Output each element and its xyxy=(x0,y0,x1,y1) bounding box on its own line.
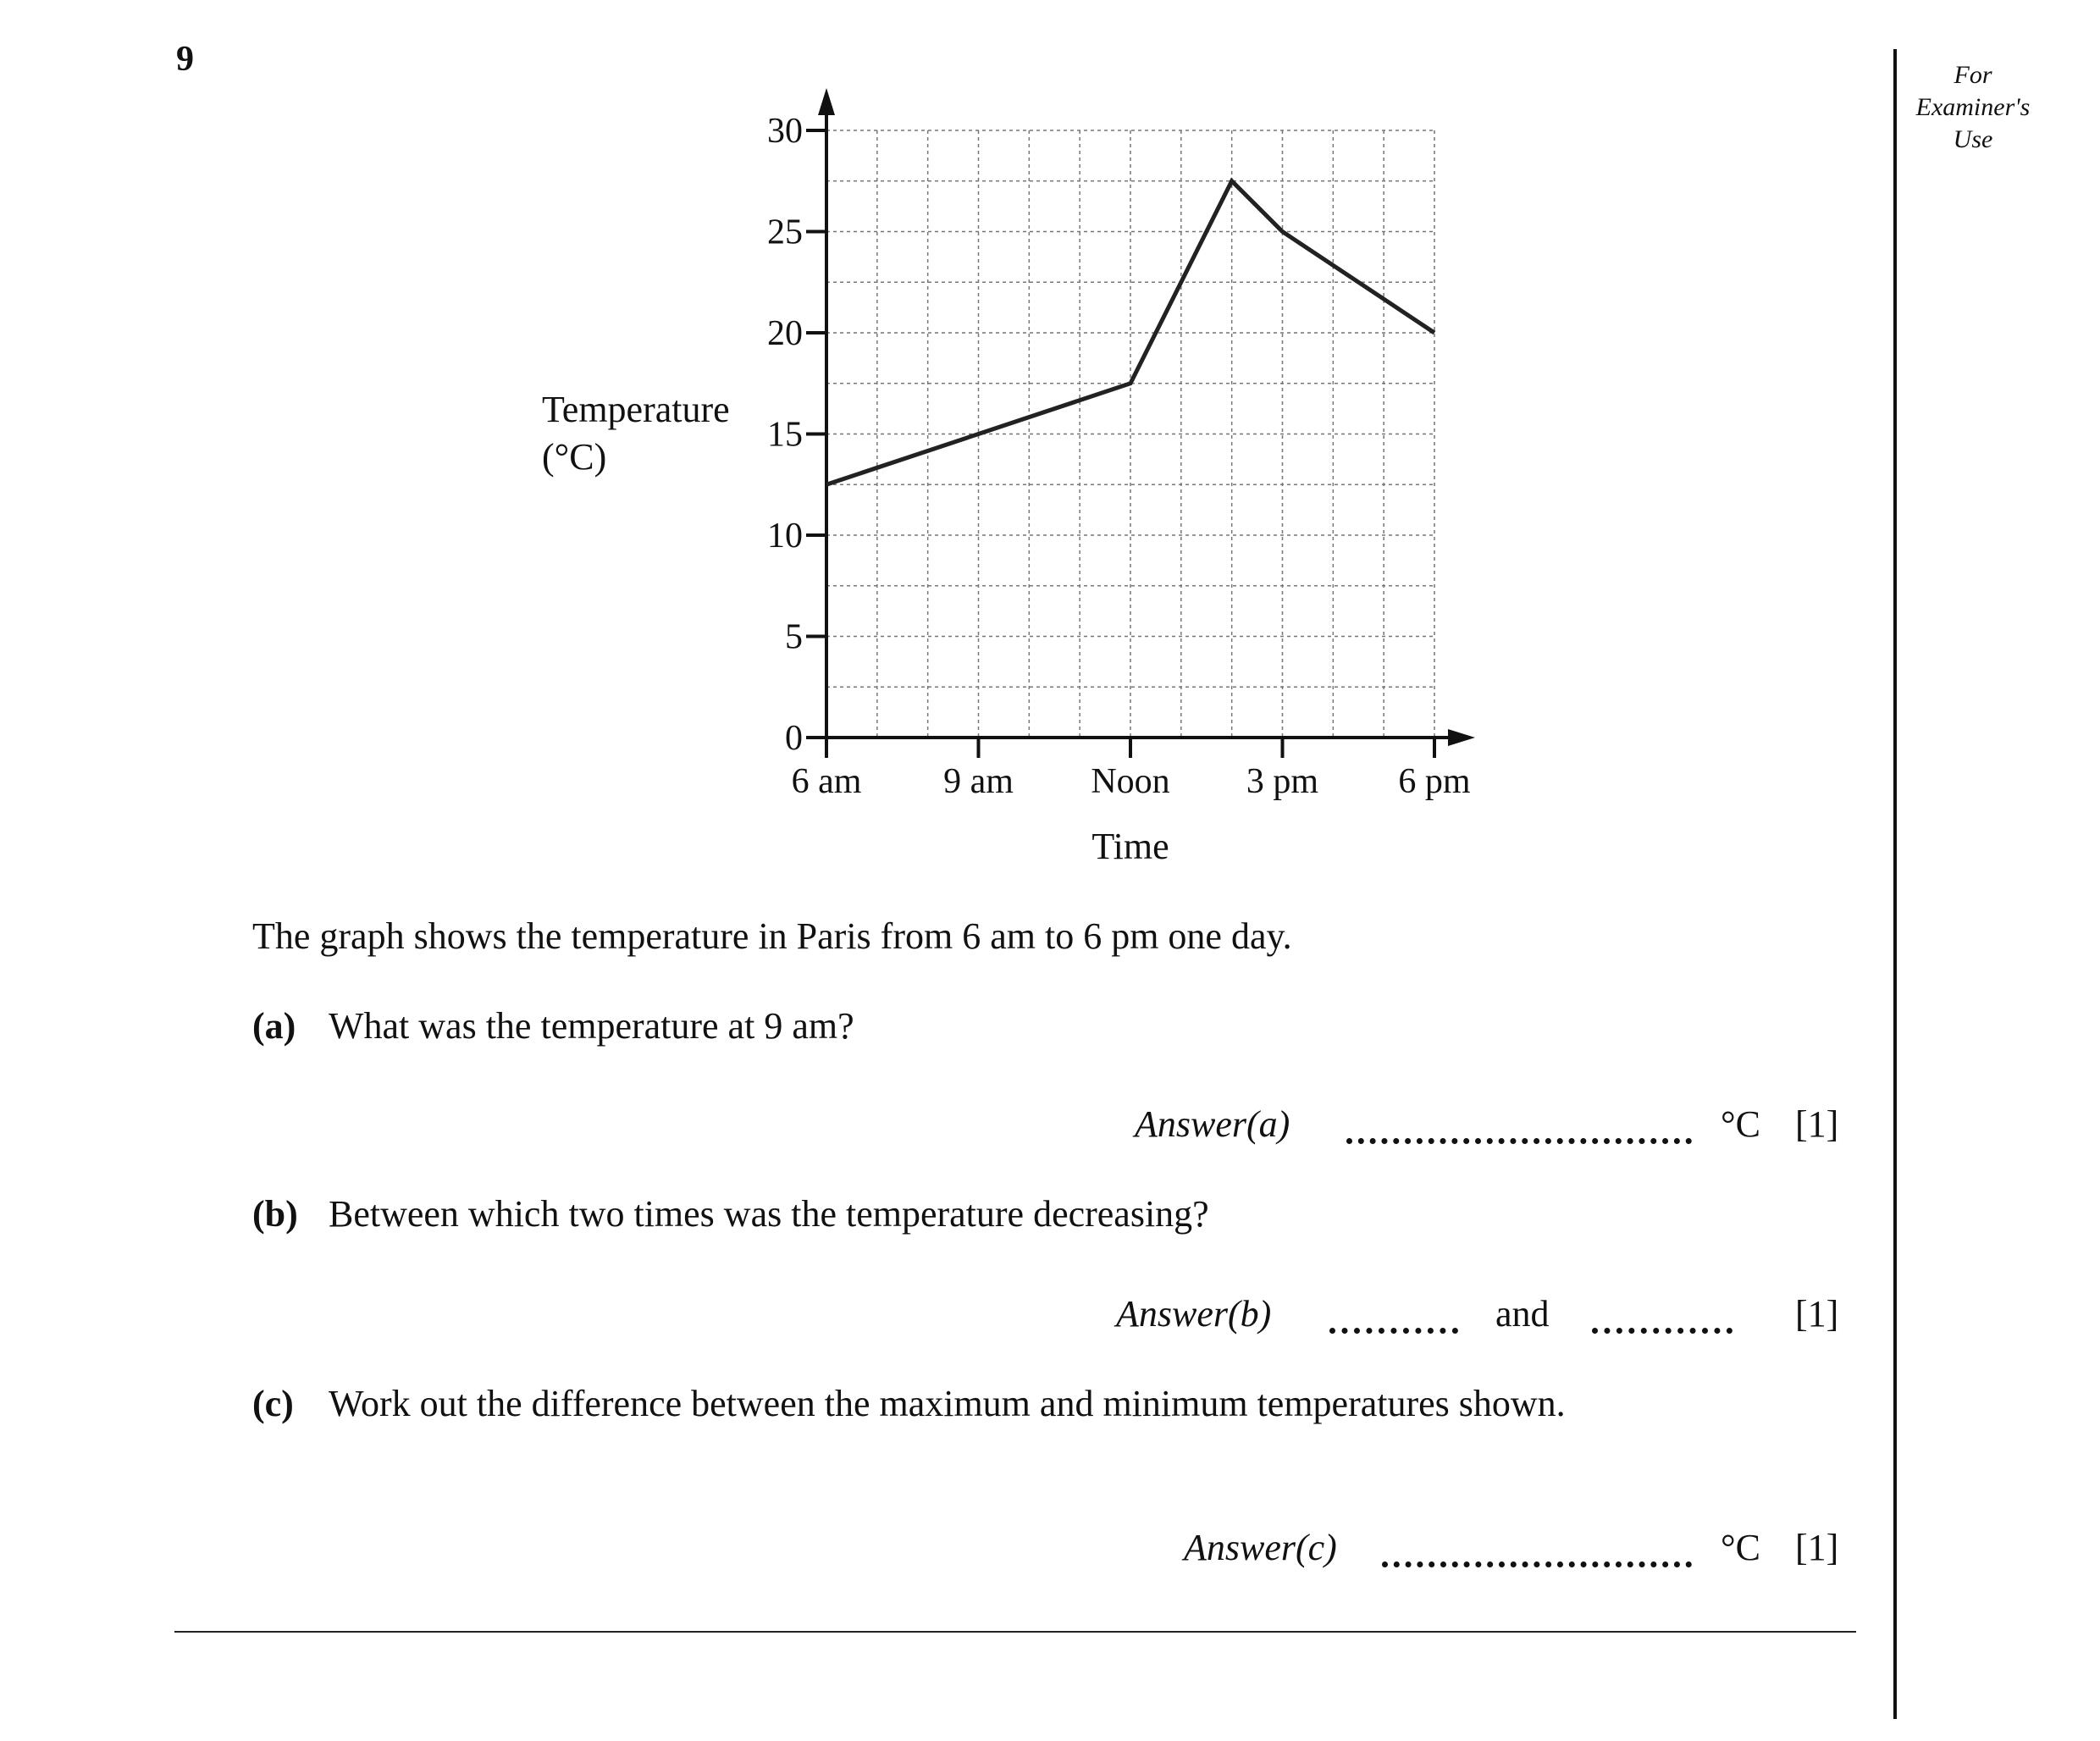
y-tick-label: 10 xyxy=(767,517,803,555)
x-tick-label: 3 pm xyxy=(1246,762,1319,801)
answer-a-unit: °C xyxy=(1721,1103,1760,1145)
answer-b-second-field[interactable] xyxy=(1592,1328,1732,1334)
x-tick-label: 6 am xyxy=(791,762,862,801)
y-tick-label: 30 xyxy=(767,112,803,151)
answer-b-first-field[interactable] xyxy=(1329,1328,1458,1334)
answer-a-field[interactable] xyxy=(1346,1138,1692,1144)
answer-c-unit: °C xyxy=(1721,1527,1760,1568)
examiner-line-2: Examiner's xyxy=(1915,93,2031,121)
y-axis-arrow xyxy=(818,88,835,115)
part-a-label: (a) xyxy=(252,1005,296,1047)
part-b-question: Between which two times was the temperature decreasing? xyxy=(329,1193,1209,1235)
part-b-label: (b) xyxy=(252,1193,298,1235)
answer-b-label: Answer(b) xyxy=(1116,1293,1272,1335)
question-end-rule xyxy=(174,1631,1856,1633)
y-tick-label: 25 xyxy=(767,213,803,252)
examiner-line-3: Use xyxy=(1953,125,1993,153)
answer-c-label: Answer(c) xyxy=(1184,1527,1337,1568)
answer-c-field[interactable] xyxy=(1382,1561,1692,1567)
part-c-question: Work out the difference between the maximum and minimum temperatures shown. xyxy=(329,1383,1566,1424)
intro-text: The graph shows the temperature in Paris from 6 am to 6 pm one day. xyxy=(252,915,1292,957)
answer-a-marks: [1] xyxy=(1795,1103,1839,1145)
part-c-label: (c) xyxy=(252,1383,294,1424)
answer-b-and: and xyxy=(1495,1293,1550,1335)
answer-c-marks: [1] xyxy=(1795,1527,1839,1568)
y-tick-label: 5 xyxy=(785,617,803,657)
y-axis-label-line-1: Temperature xyxy=(542,389,730,430)
examiner-line-1: For xyxy=(1954,61,1992,89)
part-a-question: What was the temperature at 9 am? xyxy=(329,1005,854,1047)
answer-a-label: Answer(a) xyxy=(1135,1103,1290,1145)
answer-b-marks: [1] xyxy=(1795,1293,1839,1335)
x-tick-label: 9 am xyxy=(943,762,1014,801)
x-axis-arrow xyxy=(1448,729,1475,746)
x-tick-label: 6 pm xyxy=(1398,762,1471,801)
y-tick-label: 15 xyxy=(767,415,803,455)
y-tick-label: 0 xyxy=(785,719,803,758)
question-number: 9 xyxy=(176,40,194,79)
x-axis-label: Time xyxy=(1091,826,1169,867)
x-tick-label: Noon xyxy=(1091,762,1170,801)
chart-grid xyxy=(826,130,1434,738)
y-axis-label-line-2: (°C) xyxy=(542,436,607,478)
y-tick-label: 20 xyxy=(767,314,803,353)
